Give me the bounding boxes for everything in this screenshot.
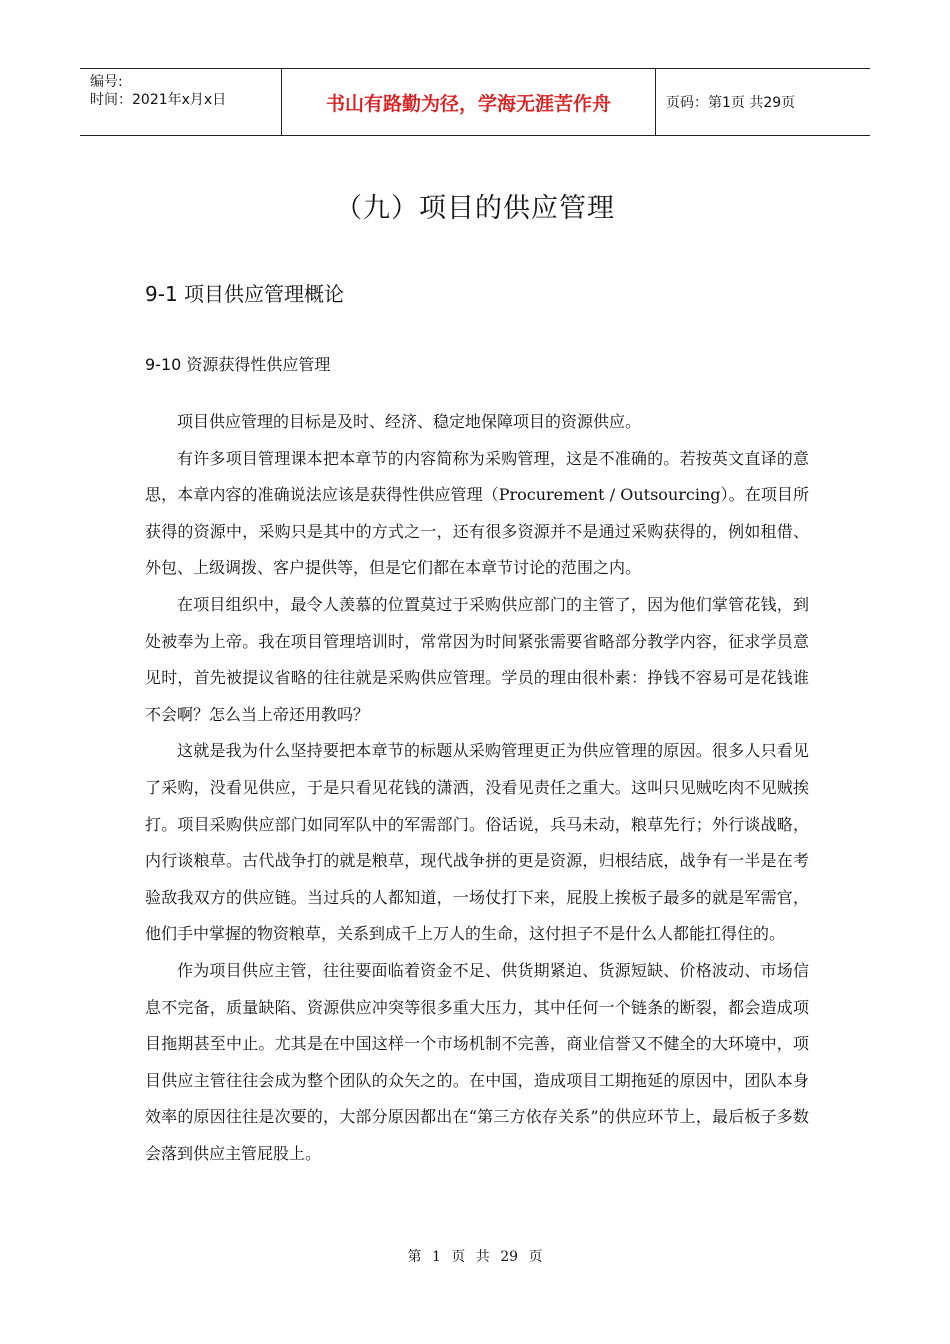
subsection-heading: 9-10 资源获得性供应管理 bbox=[145, 355, 331, 374]
time-label: 时间：2021年x月x日 bbox=[90, 92, 227, 108]
header-motto: 书山有路勤为径，学海无涯苦作舟 bbox=[282, 69, 656, 135]
paragraph: 在项目组织中，最令人羡慕的位置莫过于采购供应部门的主管了，因为他们掌管花钱，到处被奉为上帝。我在项目管理培训时，常常因为时间紧张需要省略部分教学内容，征求学员意见时，首先被提议省略的往往就是采购供应管理。学员的理由很朴素：挣钱不容易可是花钱谁不会啊？怎么当上帝还用教吗？ bbox=[145, 594, 809, 724]
section-heading: 9-1 项目供应管理概论 bbox=[145, 282, 345, 306]
header-meta bbox=[80, 69, 282, 135]
document-header bbox=[80, 68, 870, 136]
paragraph: 作为项目供应主管，往往要面临着资金不足、供货期紧迫、货源短缺、价格波动、市场信息不完备，质量缺陷、资源供应冲突等很多重大压力，其中任何一个链条的断裂，都会造成项目拖期甚至中止。尤其是在中国这样一个市场机制不完善，商业信誉又不健全的大环境中，项目供应主管往往会成为整个团队的众矢之的。在中国，造成项目工期拖延的原因中，团队本身效率的原因往往是次要的，大部分原因都出在“第三方依存关系”的供应环节上，最后板子多数会落到供应主管屁股上。 bbox=[145, 960, 809, 1163]
body-text bbox=[145, 404, 809, 1172]
paragraph: 项目供应管理的目标是及时、经济、稳定地保障项目的资源供应。 bbox=[177, 412, 642, 431]
paragraph: 这就是我为什么坚持要把本章节的标题从采购管理更正为供应管理的原因。很多人只看见了采购，没看见供应，于是只看见花钱的潇洒，没看见责任之重大。这叫只见贼吃肉不见贼挨打。项目采购供应部门如同军队中的军需部门。俗话说，兵马未动，粮草先行；外行谈战略，内行谈粮草。古代战争打的就是粮草，现代战争拼的更是资源，归根结底，战争有一半是在考验敌我双方的供应链。当过兵的人都知道，一场仗打下来，屁股上挨板子最多的就是军需官，他们手中掌握的物资粮草，关系到成千上万人的生命，这付担子不是什么人都能扛得住的。 bbox=[145, 741, 809, 944]
paragraph: 有许多项目管理课本把本章节的内容简称为采购管理，这是不准确的。若按英文直译的意思，本章内容的准确说法应该是获得性供应管理（Procurement / Outsourcing）。在项目所获得的资源中，采购只是其中的方式之一，还有很多资源并不是通过采购获得的，例如租借、外包、上级调拨、客户提供等，但是它们都在本章节讨论的范围之内。 bbox=[145, 448, 809, 578]
page-footer: 第 1 页 共 29 页 bbox=[407, 1249, 543, 1265]
number-label: 编号: bbox=[90, 74, 123, 90]
header-page-info: 页码：第1页 共29页 bbox=[666, 95, 796, 111]
page-title: （九）项目的供应管理 bbox=[335, 193, 615, 224]
